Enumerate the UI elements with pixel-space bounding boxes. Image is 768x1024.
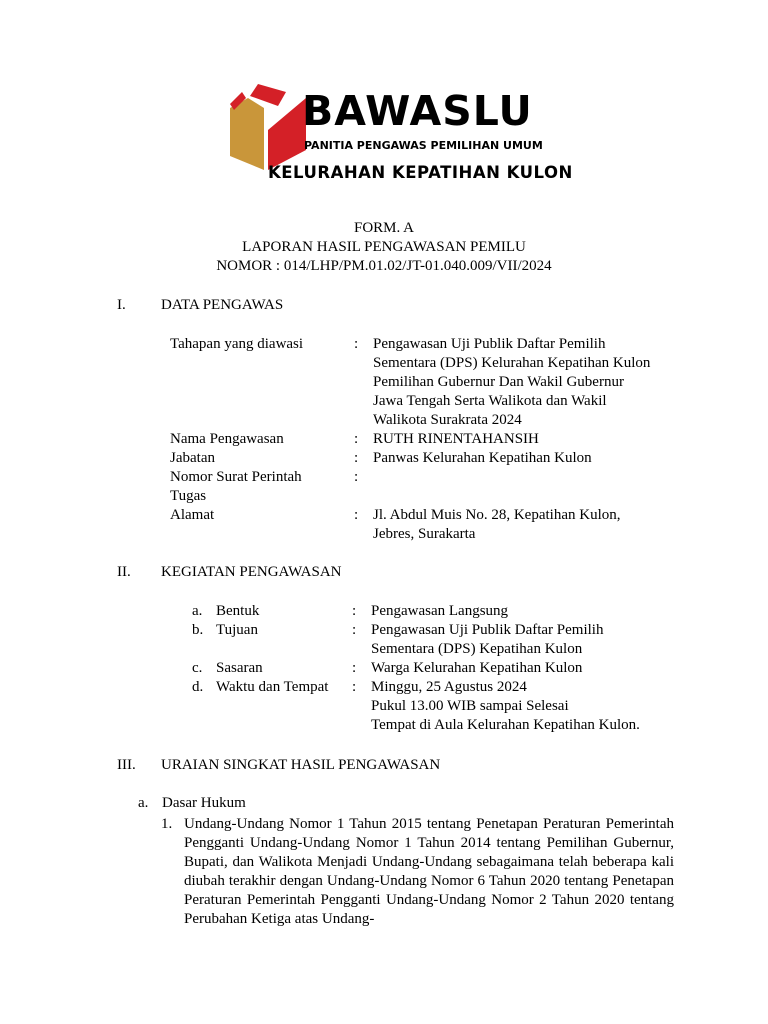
colon: :	[352, 603, 357, 619]
item-letter: b.	[192, 622, 204, 638]
dasar-hukum-paragraph: Undang-Undang Nomor 1 Tahun 2015 tentang Penetapan Peraturan Pemerintah Pengganti Undang-Undang Nomor 1 Tahun 2014 tentang Pemilihan Gubernur, Bupati, dan Walikota Menjadi Undang-Undang sebagaimana telah beberapa kali diubah terakhir dengan Undang-Undang Nomor 6 Tahun 2020 tentang Penetapan Peraturan Pemerintah Pengganti Undang-Undang Nomor 2 Tahun 2020 tentang Perubahan Ketiga atas Undang-	[184, 816, 674, 927]
waktu-value-line: Pukul 13.00 WIB sampai Selesai	[371, 698, 569, 714]
colon: :	[354, 431, 359, 447]
section-1-number: I.	[117, 297, 126, 313]
jabatan-value: Panwas Kelurahan Kepatihan Kulon	[373, 450, 592, 466]
item-letter: d.	[192, 679, 204, 695]
nama-value: RUTH RINENTAHANSIH	[373, 431, 539, 447]
colon: :	[354, 450, 359, 466]
colon: :	[354, 469, 359, 485]
subsection-title: Dasar Hukum	[162, 795, 246, 811]
tujuan-value-line: Pengawasan Uji Publik Daftar Pemilih	[371, 622, 604, 638]
item-letter: c.	[192, 660, 203, 676]
form-title: LAPORAN HASIL PENGAWASAN PEMILU	[242, 239, 526, 255]
tujuan-label: Tujuan	[216, 622, 258, 638]
form-code: FORM. A	[353, 220, 415, 236]
alamat-value-line: Jebres, Surakarta	[373, 526, 476, 542]
bentuk-value: Pengawasan Langsung	[371, 603, 509, 619]
tahapan-value-line: Jawa Tengah Serta Walikota dan Wakil	[373, 393, 607, 409]
list-item-number: 1.	[161, 816, 173, 832]
nama-label: Nama Pengawasan	[170, 431, 284, 447]
waktu-value-line: Tempat di Aula Kelurahan Kepatihan Kulon.	[371, 717, 640, 733]
tahapan-value-line: Pengawasan Uji Publik Daftar Pemilih	[373, 336, 606, 352]
sasaran-label: Sasaran	[216, 660, 263, 676]
logo-red-shape	[268, 98, 306, 170]
nomor-surat-label-cont: Tugas	[170, 488, 207, 504]
subsection-letter: a.	[138, 795, 149, 811]
waktu-label: Waktu dan Tempat	[216, 679, 329, 695]
colon: :	[352, 679, 357, 695]
section-2-title: KEGIATAN PENGAWASAN	[161, 564, 342, 580]
brand-subtitle: PANITIA PENGAWAS PEMILIHAN UMUM	[304, 139, 543, 152]
colon: :	[352, 660, 357, 676]
colon: :	[354, 507, 359, 523]
bentuk-label: Bentuk	[216, 603, 260, 619]
form-number: NOMOR : 014/LHP/PM.01.02/JT-01.040.009/VII/2024	[216, 258, 552, 274]
brand-name: BAWASLU	[302, 87, 533, 135]
section-1-title: DATA PENGAWAS	[161, 297, 284, 313]
tahapan-value-line: Sementara (DPS) Kelurahan Kepatihan Kulon	[373, 355, 651, 371]
bawaslu-logo	[228, 84, 308, 170]
colon: :	[354, 336, 359, 352]
tahapan-label: Tahapan yang diawasi	[170, 336, 304, 352]
section-3-number: III.	[117, 757, 136, 773]
alamat-label: Alamat	[170, 507, 215, 523]
section-2-number: II.	[117, 564, 131, 580]
sasaran-value: Warga Kelurahan Kepatihan Kulon	[371, 660, 583, 676]
nomor-surat-label: Nomor Surat Perintah	[170, 469, 302, 485]
kelurahan-title: KELURAHAN KEPATIHAN KULON	[268, 163, 573, 182]
alamat-value-line: Jl. Abdul Muis No. 28, Kepatihan Kulon,	[373, 507, 621, 523]
jabatan-label: Jabatan	[170, 450, 215, 466]
waktu-value-line: Minggu, 25 Agustus 2024	[371, 679, 527, 695]
tahapan-value-line: Pemilihan Gubernur Dan Wakil Gubernur	[373, 374, 624, 390]
colon: :	[352, 622, 357, 638]
section-3-title: URAIAN SINGKAT HASIL PENGAWASAN	[161, 757, 441, 773]
item-letter: a.	[192, 603, 203, 619]
tujuan-value-line: Sementara (DPS) Kepatihan Kulon	[371, 641, 583, 657]
tahapan-value-line: Walikota Surakrata 2024	[373, 412, 522, 428]
